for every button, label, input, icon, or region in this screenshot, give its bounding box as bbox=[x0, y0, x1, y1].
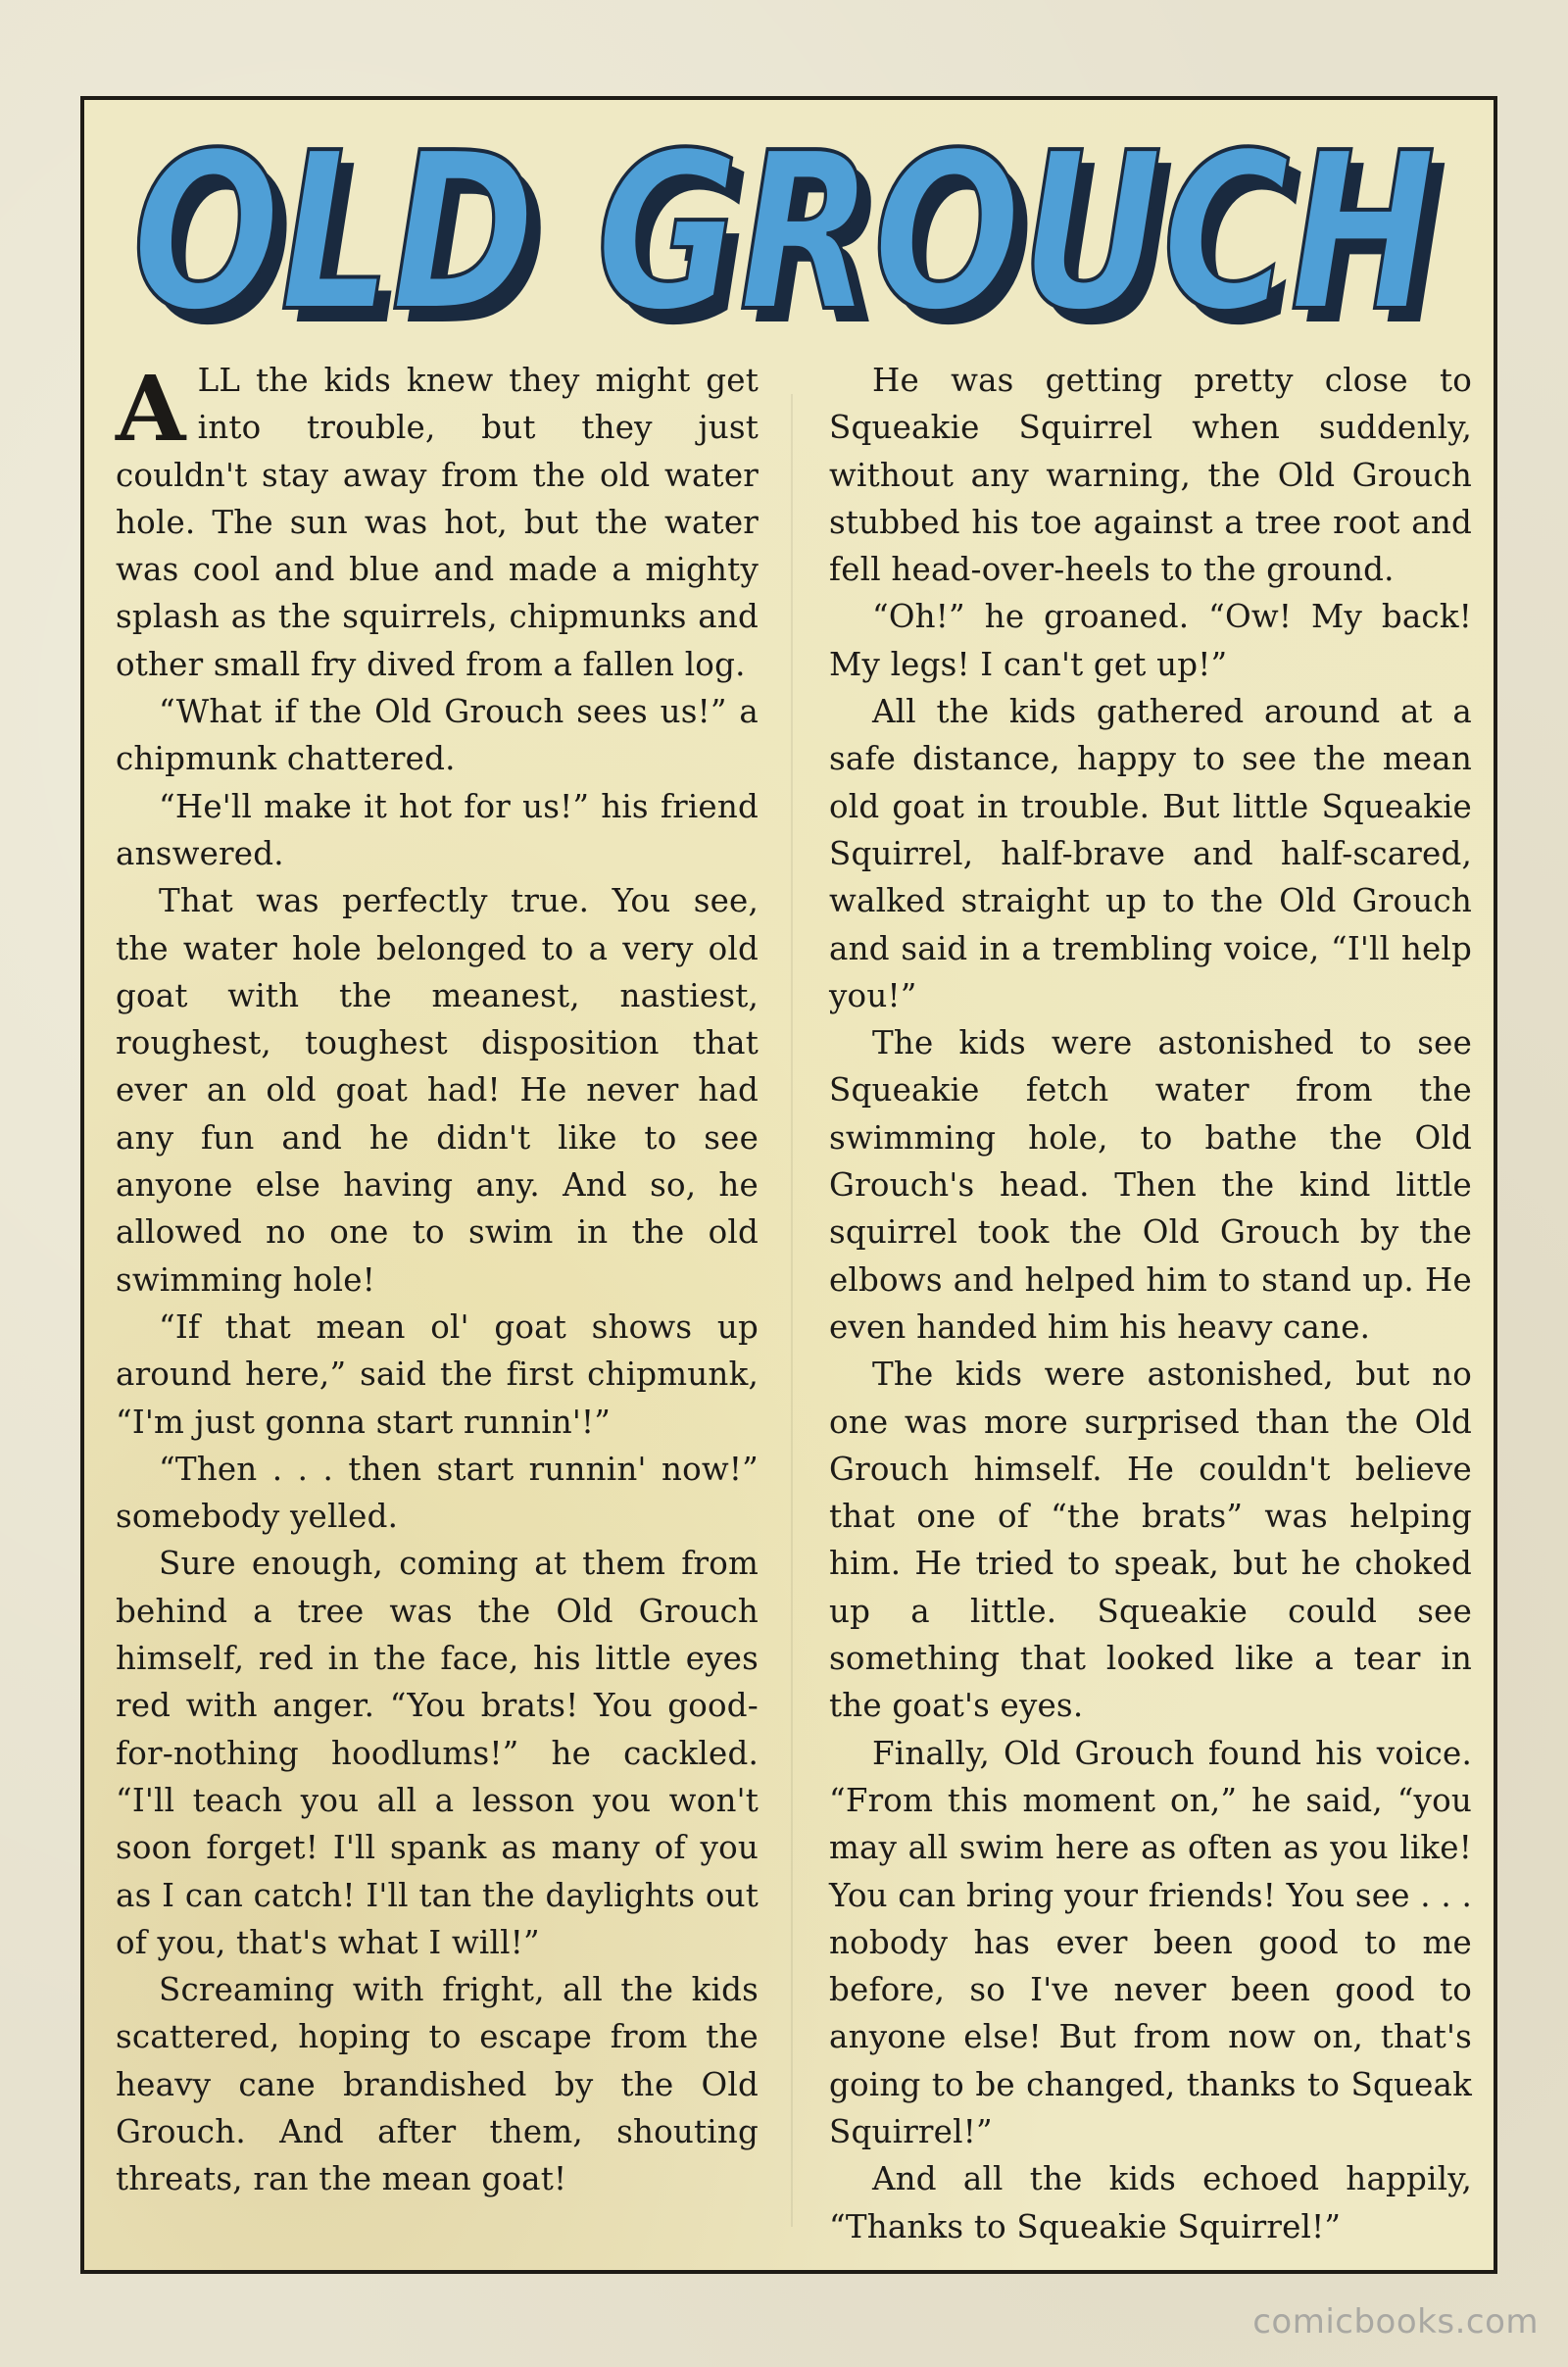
story-paragraph: All the kids gathered around at a safe distance, happy to see the mean old goat in trouble. But little Squeakie Squirrel, half-brave and half-scared, walked straight up to the Old Grouch and said in a trembling voice, “I'll help you!” bbox=[829, 693, 1472, 1014]
story-paragraph: “Oh!” he groaned. “Ow! My back! My legs! I can't get up!” bbox=[829, 598, 1472, 683]
story-paragraph: That was perfectly true. You see, the water hole belonged to a very old goat with the meanest, nastiest, roughest, toughest disposition that ever an old goat had! He never had any fun and he didn't like to see anyone else having any. And so, he allowed no one to swim in the old swimming hole! bbox=[116, 882, 759, 1299]
story-column-right bbox=[829, 357, 1472, 2250]
story-paragraph: Sure enough, coming at them from behind a tree was the Old Grouch himself, red in the face, his little eyes red with anger. “You brats! You good-for-nothing hoodlums!” he cackled. “I'll teach you all a lesson you won't soon forget! I'll spank as many of you as I can catch! I'll tan the daylights out of you, that's what I will!” bbox=[116, 1545, 759, 1961]
story-paragraph: “If that mean ol' goat shows up around here,” said the first chipmunk, “I'm just gonna start runnin'!” bbox=[116, 1307, 759, 1441]
story-paragraph: “Then . . . then start runnin' now!” somebody yelled. bbox=[116, 1450, 759, 1536]
story-paragraph: The kids were astonished, but no one was more surprised than the Old Grouch himself. He couldn't believe that one of “the brats” was helping him. He tried to speak, but he choked up a little. Squeakie could see something that looked like a tear in the goat's eyes. bbox=[829, 1356, 1472, 1725]
story-paragraph bbox=[116, 357, 759, 688]
story-paragraph: Screaming with fright, all the kids scattered, hoping to escape from the heavy cane brandished by the Old Grouch. And after them, shouting threats, ran the mean goat! bbox=[116, 1971, 759, 2198]
story-paragraph: He was getting pretty close to Squeakie Squirrel when suddenly, without any warning, the Old Grouch stubbed his toe against a tree root and fell head-over-heels to the ground. bbox=[829, 362, 1472, 589]
story-title-logo bbox=[84, 122, 1494, 367]
story-paragraph: Finally, Old Grouch found his voice. “From this moment on,” he said, “you may all swim here as often as you like! You can bring your friends! You see . . . nobody has ever been good to me before, so I've never been good to anyone else! But from now on, that's going to be changed, thanks to Squeak Squirrel!” bbox=[829, 1734, 1472, 2150]
story-paragraph: “What if the Old Grouch sees us!” a chipmunk chattered. bbox=[116, 693, 759, 778]
story-title-shadow: OLD GROUCH bbox=[145, 122, 1448, 367]
column-divider bbox=[791, 394, 793, 2227]
story-paragraph: The kids were astonished to see Squeakie fetch water from the swimming hole, to bathe the Old Grouch's head. Then the kind little squirrel took the Old Grouch by the elbows and helped him to stand up. He even handed him his heavy cane. bbox=[829, 1024, 1472, 1346]
story-title-banner bbox=[84, 122, 1494, 367]
story-paragraph: “He'll make it hot for us!” his friend answered. bbox=[116, 787, 759, 872]
drop-cap: A bbox=[116, 356, 186, 462]
story-column-left bbox=[116, 357, 759, 2203]
paragraph-text: LL the kids knew they might get into trouble, but they just couldn't stay away from the old water hole. The sun was hot, but the water was cool and blue and made a mighty splash as the squirrels, chipmunks and other small fry dived from a fallen log. bbox=[116, 362, 759, 683]
story-title: OLD GROUCH bbox=[132, 122, 1436, 360]
story-panel bbox=[80, 96, 1497, 2274]
story-paragraph: And all the kids echoed happily, “Thanks to Squeakie Squirrel!” bbox=[829, 2160, 1472, 2245]
site-watermark: comicbooks.com bbox=[1252, 2302, 1539, 2342]
